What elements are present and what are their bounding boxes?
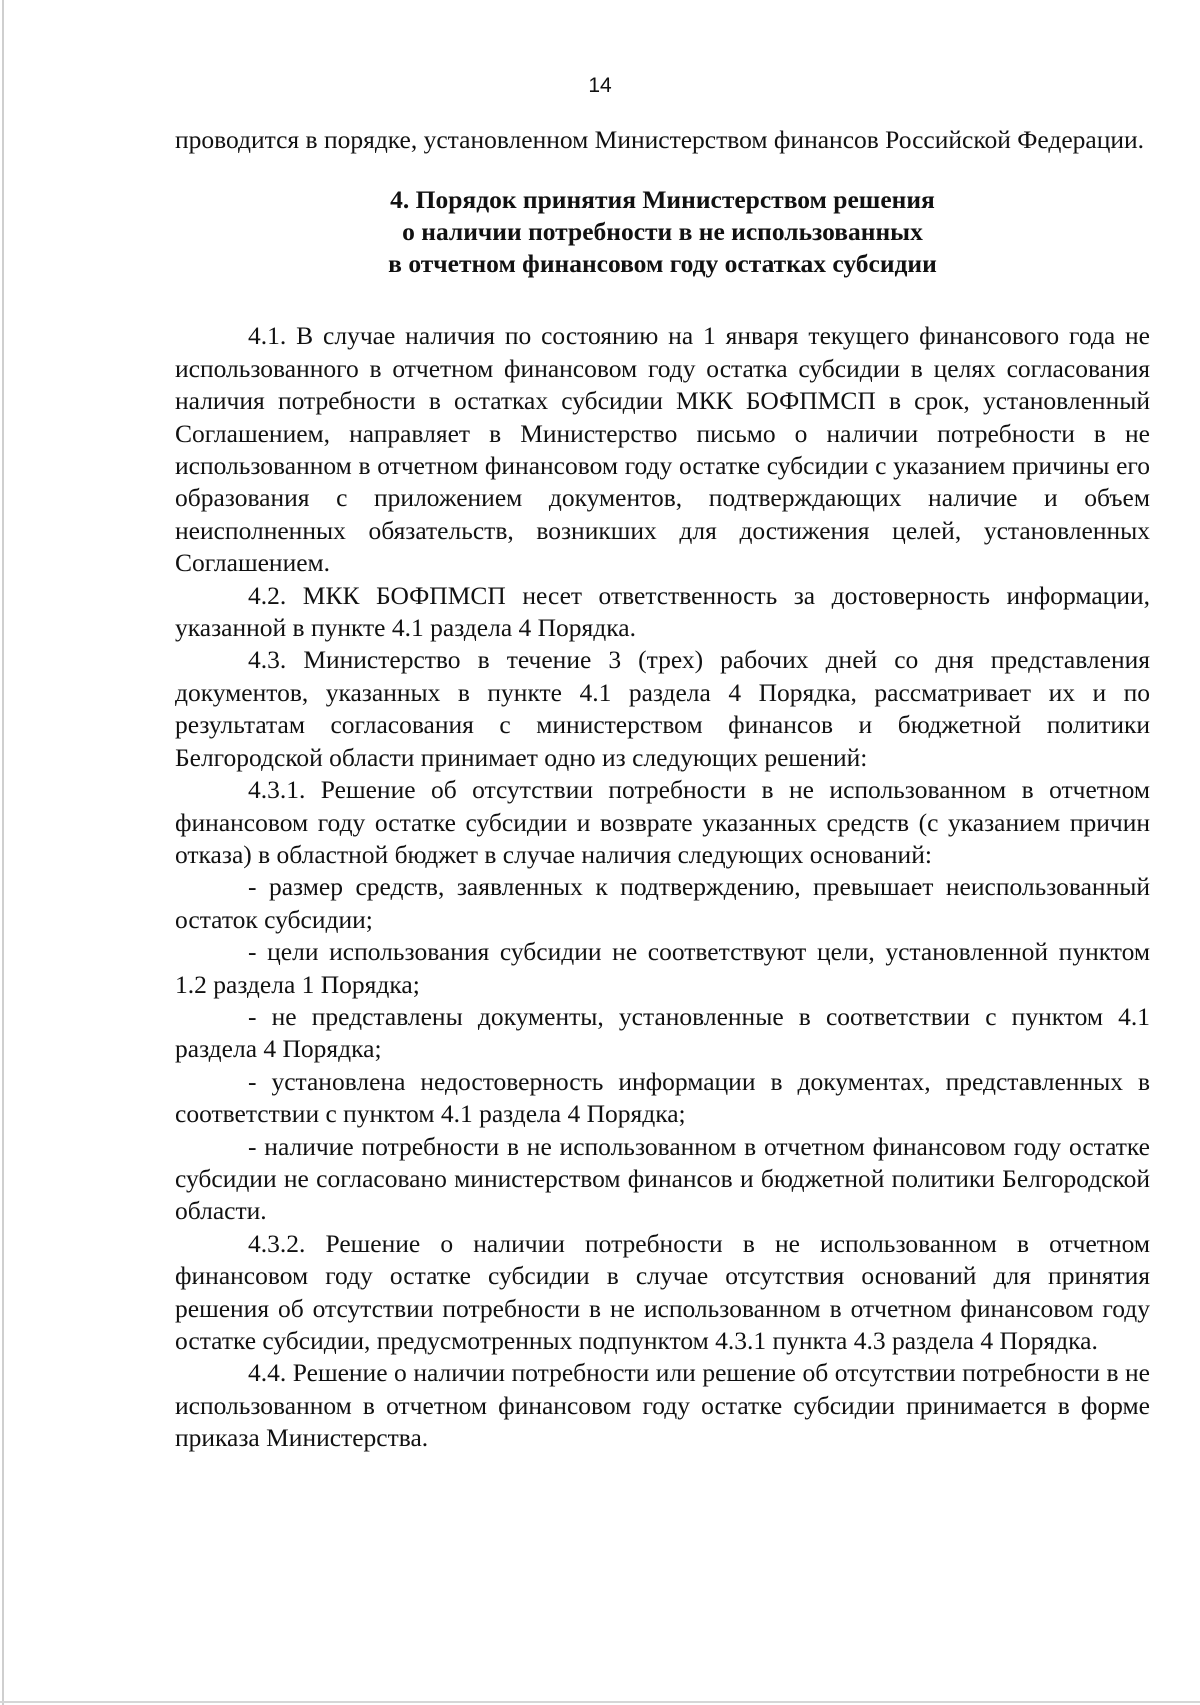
scan-edge-bottom xyxy=(0,1701,1200,1703)
list-item: - установлена недостоверность информации в документах, представленных в соответствии с пунктом 4.1 раздела 4 Порядка; xyxy=(175,1066,1150,1129)
paragraph-4-3-1: 4.3.1. Решение об отсутствии потребности в не использованном в отчетном финансовом году остатке субсидии и возврате указанных средств (с указанием причин отказа) в областной бюджет в случае наличия следующих оснований: xyxy=(175,775,1150,869)
paragraph-4-1: 4.1. В случае наличия по состоянию на 1 января текущего финансового года не использованного в отчетном финансовом году остатка субсидии в целях согласования наличия потребности в остатках субсидии МКК БОФПМСП в срок, установленный Соглашением, направляет в Министерство письмо о наличии потребности в не использованном в отчетном финансовом году остатке субсидии с указанием причины его образования с приложением документов, подтверждающих наличие и объем неисполненных обязательств, возникших для достижения целей, установленных Соглашением. xyxy=(175,321,1150,578)
list-item: - цели использования субсидии не соответствуют цели, установленной пунктом 1.2 раздела 1 Порядка; xyxy=(175,937,1150,999)
document-body xyxy=(175,124,1150,1455)
intro-paragraph: проводится в порядке, установленном Министерством финансов Российской Федерации. xyxy=(175,125,1145,154)
section-heading-line: в отчетном финансовом году остатках субсидии xyxy=(388,249,937,279)
list-item: - размер средств, заявленных к подтверждению, превышает неиспользованный остаток субсидии; xyxy=(175,872,1150,934)
list-item: - наличие потребности в не использованном в отчетном финансовом году остатке субсидии не согласовано министерством финансов и бюджетной политики Белгородской области. xyxy=(175,1131,1150,1226)
paragraph-4-4: 4.4. Решение о наличии потребности или решение об отсутствии потребности в не использованном в отчетном финансовом году остатке субсидии принимается в форме приказа Министерства. xyxy=(175,1358,1150,1453)
section-heading-line: 4. Порядок принятия Министерством решения xyxy=(390,185,935,215)
section-heading xyxy=(175,184,1150,280)
section-heading-line: о наличии потребности в не использованных xyxy=(402,217,923,247)
paragraph-4-3: 4.3. Министерство в течение 3 (трех) рабочих дней со дня представления документов, указанных в пункте 4.1 раздела 4 Порядка, рассматривает их и по результатам согласования с министерством финансов и бюджетной политики Белгородской области принимает одно из следующих решений: xyxy=(175,645,1150,772)
paragraph-4-3-2: 4.3.2. Решение о наличии потребности в не использованном в отчетном финансовом году остатке субсидии в случае отсутствия оснований для принятия решения об отсутствии потребности в не использованном в отчетном финансовом году остатке субсидии, предусмотренных подпунктом 4.3.1 пункта 4.3 раздела 4 Порядка. xyxy=(175,1228,1150,1355)
list-item: - не представлены документы, установленные в соответствии с пунктом 4.1 раздела 4 Порядка; xyxy=(175,1001,1150,1064)
scan-edge-left xyxy=(2,0,4,1705)
page-number: 14 xyxy=(588,74,612,97)
paragraph-4-2: 4.2. МКК БОФПМСП несет ответственность за достоверность информации, указанной в пункте 4.1 раздела 4 Порядка. xyxy=(175,580,1150,643)
